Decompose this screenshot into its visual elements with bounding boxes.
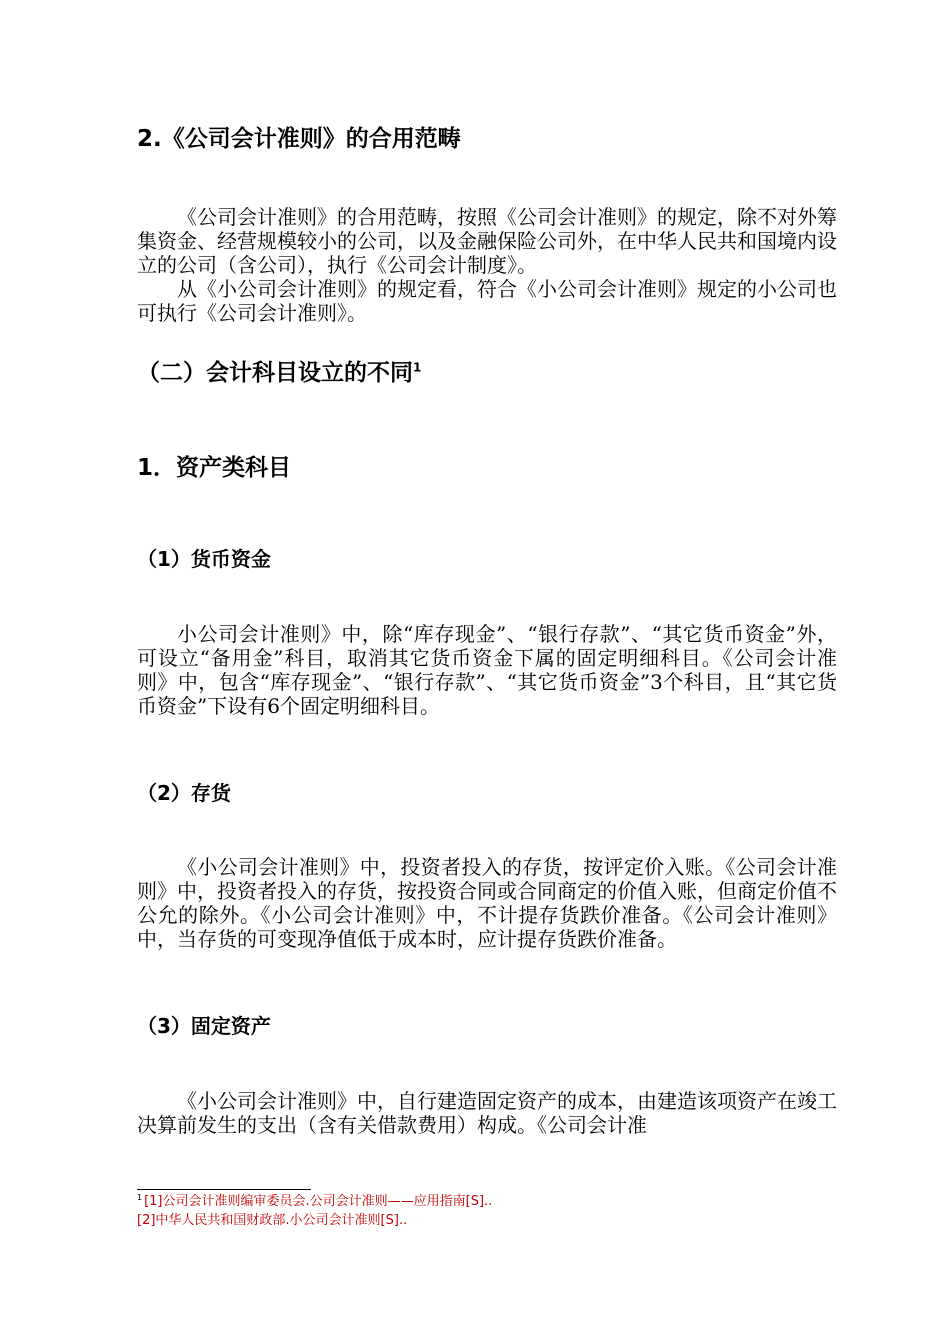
section-title xyxy=(137,358,421,388)
paragraph-scope-2: 从《小公司会计准则》的规定看，符合《小公司会计准则》规定的小公司也可执行《公司会计准则》。 xyxy=(137,277,837,325)
footnote-1 xyxy=(137,1193,492,1211)
paragraph-scope-1: 《公司会计准则》的合用范畴，按照《公司会计准则》的规定，除不对外筹集资金、经营规模较小的公司，以及金融保险公司外，在中华人民共和国境内设立的公司（含公司），执行《公司会计制度》。 xyxy=(137,205,837,277)
heading-applicable-scope: 2.《公司会计准则》的合用范畴 xyxy=(137,126,461,152)
paragraph-monetary-funds xyxy=(137,622,837,718)
item-title-monetary-funds: （1）货币资金 xyxy=(137,547,271,571)
footnote-separator xyxy=(137,1189,311,1190)
section-title-text: （二）会计科目设立的不同 xyxy=(137,360,413,386)
footnote-ref-1[interactable]: [1]公司会计准则编审委员会.公司会计准则——应用指南[S].. xyxy=(144,1194,493,1209)
footnote-2 xyxy=(137,1212,407,1230)
item-title-inventory: （2）存货 xyxy=(137,781,231,805)
footnote-ref-2[interactable]: [2]中华人民共和国财政部.小公司会计准则[S].. xyxy=(137,1213,408,1228)
footnote-reference[interactable]: 1 xyxy=(413,360,422,375)
paragraph-inventory xyxy=(137,855,837,951)
paragraph-fixed-assets xyxy=(137,1089,837,1137)
body-scope xyxy=(137,205,837,325)
paragraph-monetary-funds-text: 小公司会计准则》中，除“库存现金”、“银行存款”、“其它货币资金”外，可设立“备用金”科目，取消其它货币资金下属的固定明细科目。《公司会计准则》中，包含“库存现金”、“银行存款”、“其它货币资金”3个科目，且“其它货币资金”下设有6个固定明细科目。 xyxy=(137,622,837,718)
paragraph-inventory-text: 《小公司会计准则》中，投资者投入的存货，按评定价入账。《公司会计准则》中，投资者投入的存货，按投资合同或合同商定的价值入账，但商定价值不公允的除外。《小公司会计准则》中，不计提存货跌价准备。《公司会计准则》中，当存货的可变现净值低于成本时，应计提存货跌价准备。 xyxy=(137,855,837,951)
subsection-title-asset-accounts: 1．资产类科目 xyxy=(137,455,292,481)
paragraph-fixed-assets-text: 《小公司会计准则》中，自行建造固定资产的成本，由建造该项资产在竣工决算前发生的支出（含有关借款费用）构成。《公司会计准 xyxy=(137,1089,837,1137)
footnote-mark: 1 xyxy=(137,1192,143,1202)
item-title-fixed-assets: （3）固定资产 xyxy=(137,1014,271,1038)
